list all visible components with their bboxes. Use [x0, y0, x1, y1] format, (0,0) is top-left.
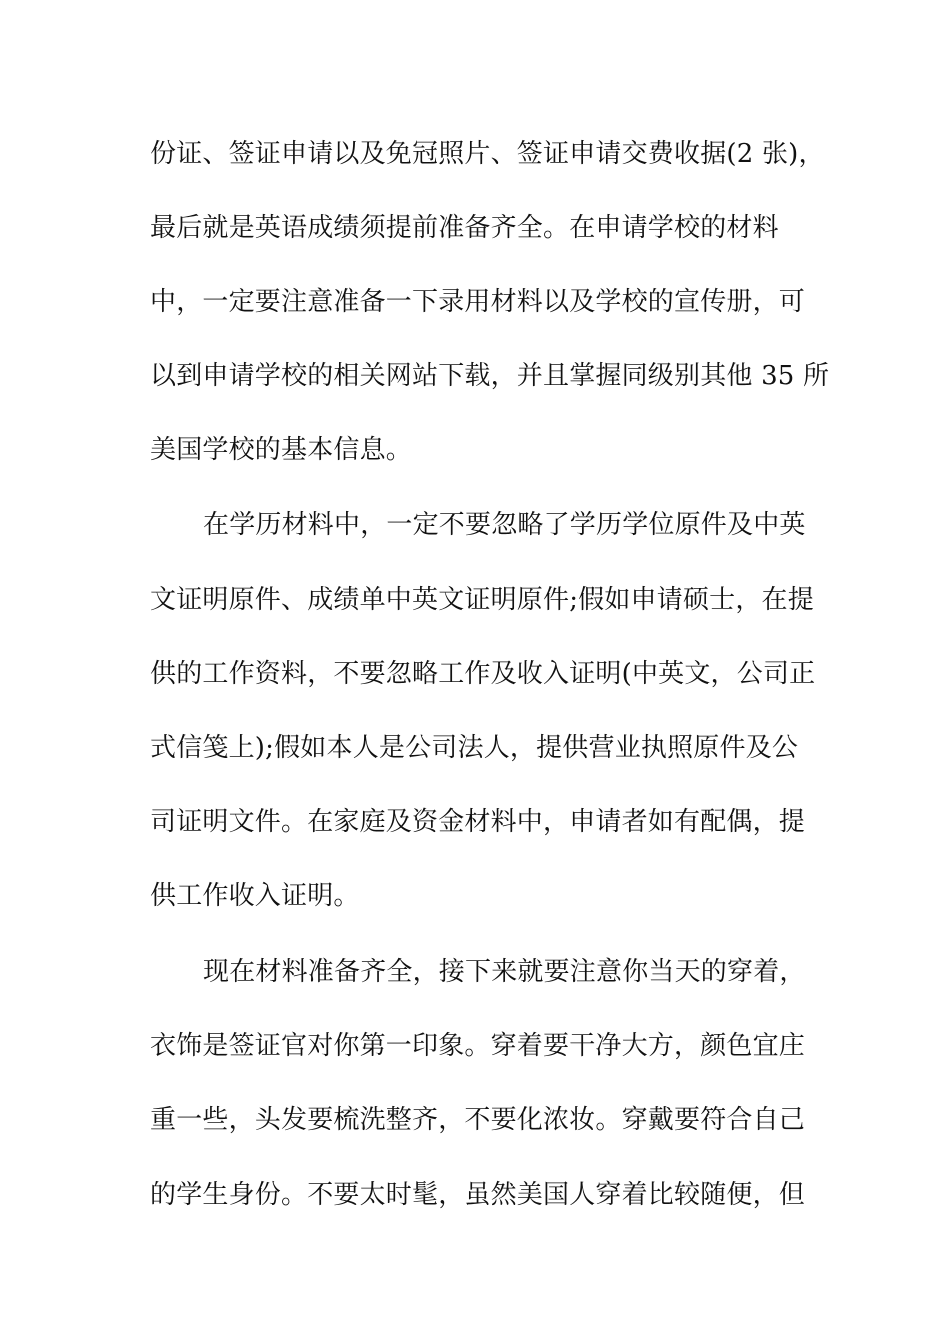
text-line: 文证明原件、成绩单中英文证明原件;假如申请硕士，在提: [150, 585, 814, 615]
text-line: 的学生身份。不要太时髦，虽然美国人穿着比较随便，但: [150, 1180, 806, 1210]
text-line: 美国学校的基本信息。: [150, 435, 413, 465]
paragraph-first-line: 在学历材料中，一定不要忽略了学历学位原件及中英: [203, 510, 806, 540]
text-line: 份证、签证申请以及免冠照片、签证申请交费收据(2 张)，: [150, 139, 825, 169]
text-line: 最后就是英语成绩须提前准备齐全。在申请学校的材料: [150, 213, 779, 243]
text-line: 以到申请学校的相关网站下载，并且掌握同级别其他 35 所: [150, 361, 830, 391]
text-line: 式信笺上);假如本人是公司法人，提供营业执照原件及公: [150, 733, 799, 763]
paragraph-first-line: 现在材料准备齐全，接下来就要注意你当天的穿着，: [203, 957, 806, 987]
text-line: 供的工作资料，不要忽略工作及收入证明(中英文，公司正: [150, 659, 816, 689]
text-line: 司证明文件。在家庭及资金材料中，申请者如有配偶，提: [150, 807, 806, 837]
text-line: 重一些，头发要梳洗整齐，不要化浓妆。穿戴要符合自己: [150, 1105, 806, 1135]
text-line: 供工作收入证明。: [150, 881, 360, 911]
text-line: 中，一定要注意准备一下录用材料以及学校的宣传册，可: [150, 287, 806, 317]
text-line: 衣饰是签证官对你第一印象。穿着要干净大方，颜色宜庄: [150, 1031, 806, 1061]
